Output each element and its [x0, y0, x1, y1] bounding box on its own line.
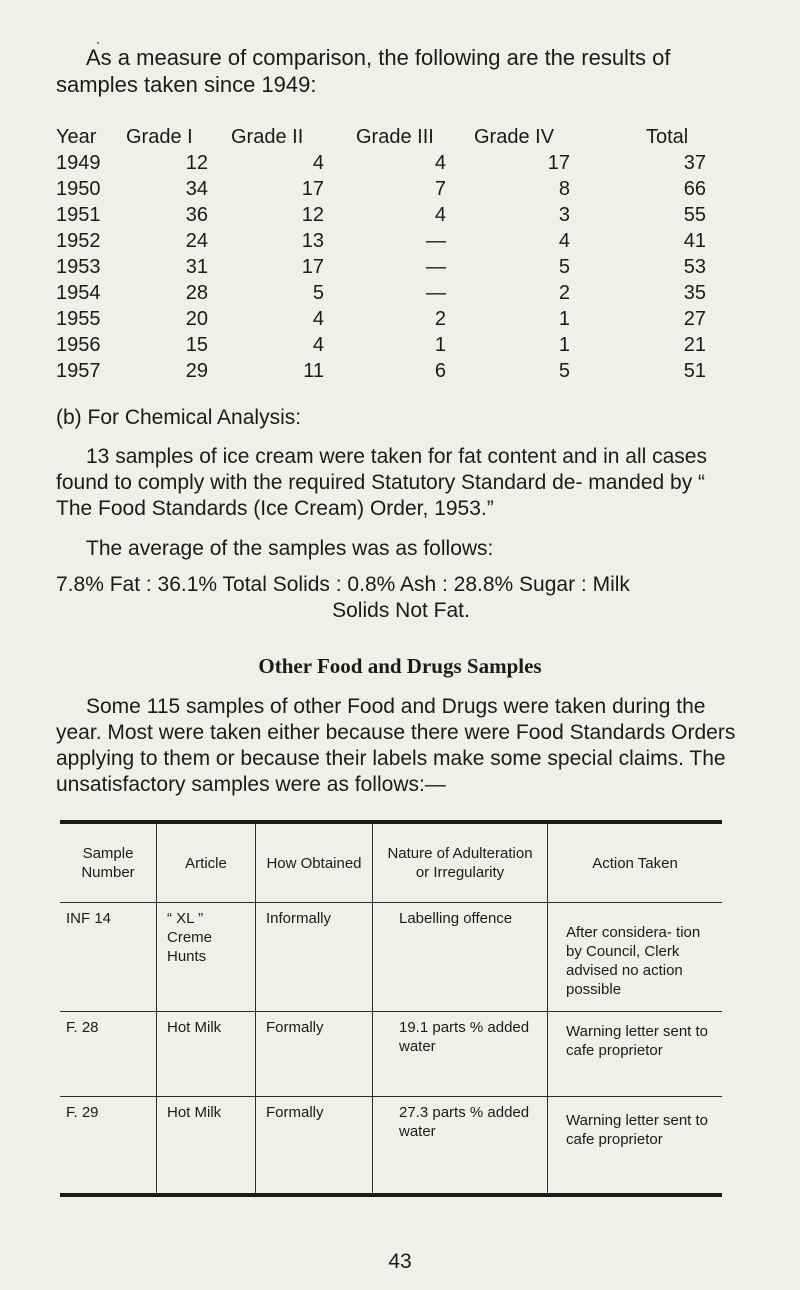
- cell-grade-3: 7: [434, 178, 446, 200]
- grades-row: [56, 178, 716, 204]
- cell-how-obtained: Formally: [256, 1097, 373, 1196]
- cell-grade-3: 2: [434, 308, 446, 330]
- header-total: Total: [646, 126, 689, 148]
- grades-row: [56, 360, 716, 386]
- cell-grade-4: 1: [558, 308, 570, 330]
- other-samples-paragraph: Some 115 samples of other Food and Drugs were taken during the year. Most were taken either because there were Food Standards Orders applying to them or because their labels make some special claims. The unsatisfactory samples were as follows:—: [56, 695, 736, 796]
- cell-grade-1: 15: [185, 334, 208, 356]
- section-heading: Other Food and Drugs Samples: [258, 654, 542, 678]
- cell-grade-2: 4: [312, 308, 324, 330]
- cell-action: Warning letter sent to cafe proprietor: [548, 1012, 723, 1097]
- cell-grade-2: 12: [301, 204, 324, 226]
- cell-total: 66: [683, 178, 706, 200]
- cell-grade-1: 24: [185, 230, 208, 252]
- header-grade-1: Grade I: [126, 126, 193, 148]
- cell-grade-4: 2: [558, 282, 570, 304]
- intro-line-1: As a measure of comparison, the following are the results of: [86, 45, 671, 70]
- cell-nature: Labelling offence: [373, 903, 548, 1012]
- cell-grade-1: 34: [185, 178, 208, 200]
- cell-grade-4: 3: [558, 204, 570, 226]
- cell-total: 21: [683, 334, 706, 356]
- cell-grade-1: 12: [185, 152, 208, 174]
- cell-how-obtained: Informally: [256, 903, 373, 1012]
- cell-action: Warning letter sent to cafe proprietor: [548, 1097, 723, 1196]
- cell-total: 41: [683, 230, 706, 252]
- cell-grade-2: 4: [312, 152, 324, 174]
- scan-mark: ˎ: [96, 28, 101, 44]
- cell-article: “ XL ” Creme Hunts: [157, 903, 256, 1012]
- cell-grade-1: 28: [185, 282, 208, 304]
- cell-grade-2: 13: [301, 230, 324, 252]
- cell-total: 51: [683, 360, 706, 382]
- average-values-line-2: Solids Not Fat.: [332, 599, 470, 622]
- cell-grade-3: 1: [434, 334, 446, 356]
- grades-row: [56, 230, 716, 256]
- average-values: [56, 572, 746, 624]
- cell-year: 1954: [56, 282, 101, 304]
- cell-how-obtained: Formally: [256, 1012, 373, 1097]
- cell-total: 53: [683, 256, 706, 278]
- table-row: [60, 1097, 722, 1196]
- cell-sample-number: INF 14: [60, 903, 157, 1012]
- header-action: Action Taken: [548, 822, 723, 903]
- header-how-obtained: How Obtained: [256, 822, 373, 903]
- cell-grade-2: 5: [312, 282, 324, 304]
- cell-article: Hot Milk: [157, 1097, 256, 1196]
- grades-table: [56, 126, 716, 386]
- grades-row: [56, 334, 716, 360]
- cell-year: 1955: [56, 308, 101, 330]
- cell-grade-1: 29: [185, 360, 208, 382]
- cell-grade-4: 1: [558, 334, 570, 356]
- header-grade-2: Grade II: [231, 126, 304, 148]
- intro-paragraph: [56, 44, 746, 98]
- header-sample-number: Sample Number: [60, 822, 157, 903]
- cell-grade-2: 17: [301, 178, 324, 200]
- cell-year: 1951: [56, 204, 101, 226]
- cell-grade-4: 5: [558, 360, 570, 382]
- intro-line-2: samples taken since 1949:: [56, 72, 317, 97]
- cell-nature: 27.3 parts % added water: [373, 1097, 548, 1196]
- chemical-subheading: (b) For Chemical Analysis:: [56, 406, 302, 429]
- average-intro: The average of the samples was as follows:: [86, 537, 494, 560]
- cell-action: After considera- tion by Council, Clerk advised no action possible: [548, 903, 723, 1012]
- cell-grade-3: —: [426, 230, 446, 252]
- cell-grade-1: 31: [185, 256, 208, 278]
- cell-total: 35: [683, 282, 706, 304]
- samples-header-row: [60, 822, 722, 903]
- cell-year: 1952: [56, 230, 101, 252]
- header-grade-4: Grade IV: [474, 126, 555, 148]
- header-article: Article: [157, 822, 256, 903]
- table-row: [60, 903, 722, 1012]
- cell-article: Hot Milk: [157, 1012, 256, 1097]
- grades-header-row: [56, 126, 716, 152]
- cell-year: 1956: [56, 334, 101, 356]
- cell-year: 1953: [56, 256, 101, 278]
- grades-row: [56, 204, 716, 230]
- cell-grade-4: 8: [558, 178, 570, 200]
- cell-grade-1: 20: [185, 308, 208, 330]
- grades-row: [56, 152, 716, 178]
- cell-grade-3: —: [426, 282, 446, 304]
- cell-grade-2: 4: [312, 334, 324, 356]
- cell-grade-4: 5: [558, 256, 570, 278]
- grades-row: [56, 308, 716, 334]
- cell-grade-1: 36: [185, 204, 208, 226]
- cell-grade-4: 17: [547, 152, 570, 174]
- header-grade-3: Grade III: [356, 126, 434, 148]
- cell-total: 27: [683, 308, 706, 330]
- average-values-line-1: 7.8% Fat : 36.1% Total Solids : 0.8% Ash : 28.8% Sugar : Milk: [56, 573, 630, 596]
- cell-year: 1950: [56, 178, 101, 200]
- table-row: [60, 1012, 722, 1097]
- cell-grade-3: 4: [434, 152, 446, 174]
- page-number: 43: [388, 1250, 412, 1273]
- cell-grade-3: 6: [434, 360, 446, 382]
- cell-nature: 19.1 parts % added water: [373, 1012, 548, 1097]
- cell-grade-3: 4: [434, 204, 446, 226]
- header-year: Year: [56, 126, 97, 148]
- grades-row: [56, 282, 716, 308]
- cell-sample-number: F. 29: [60, 1097, 157, 1196]
- chemical-paragraph: 13 samples of ice cream were taken for fat content and in all cases found to comply with the required Statutory Standard de- manded by “ The Food Standards (Ice Cream) Order, 1953.”: [56, 445, 707, 520]
- grades-row: [56, 256, 716, 282]
- samples-table: [60, 820, 722, 1197]
- cell-grade-2: 11: [303, 360, 324, 382]
- cell-grade-2: 17: [301, 256, 324, 278]
- cell-total: 37: [683, 152, 706, 174]
- cell-grade-4: 4: [558, 230, 570, 252]
- cell-year: 1957: [56, 360, 101, 382]
- cell-sample-number: F. 28: [60, 1012, 157, 1097]
- cell-total: 55: [683, 204, 706, 226]
- cell-grade-3: —: [426, 256, 446, 278]
- cell-year: 1949: [56, 152, 101, 174]
- header-nature: Nature of Adulteration or Irregularity: [373, 822, 548, 903]
